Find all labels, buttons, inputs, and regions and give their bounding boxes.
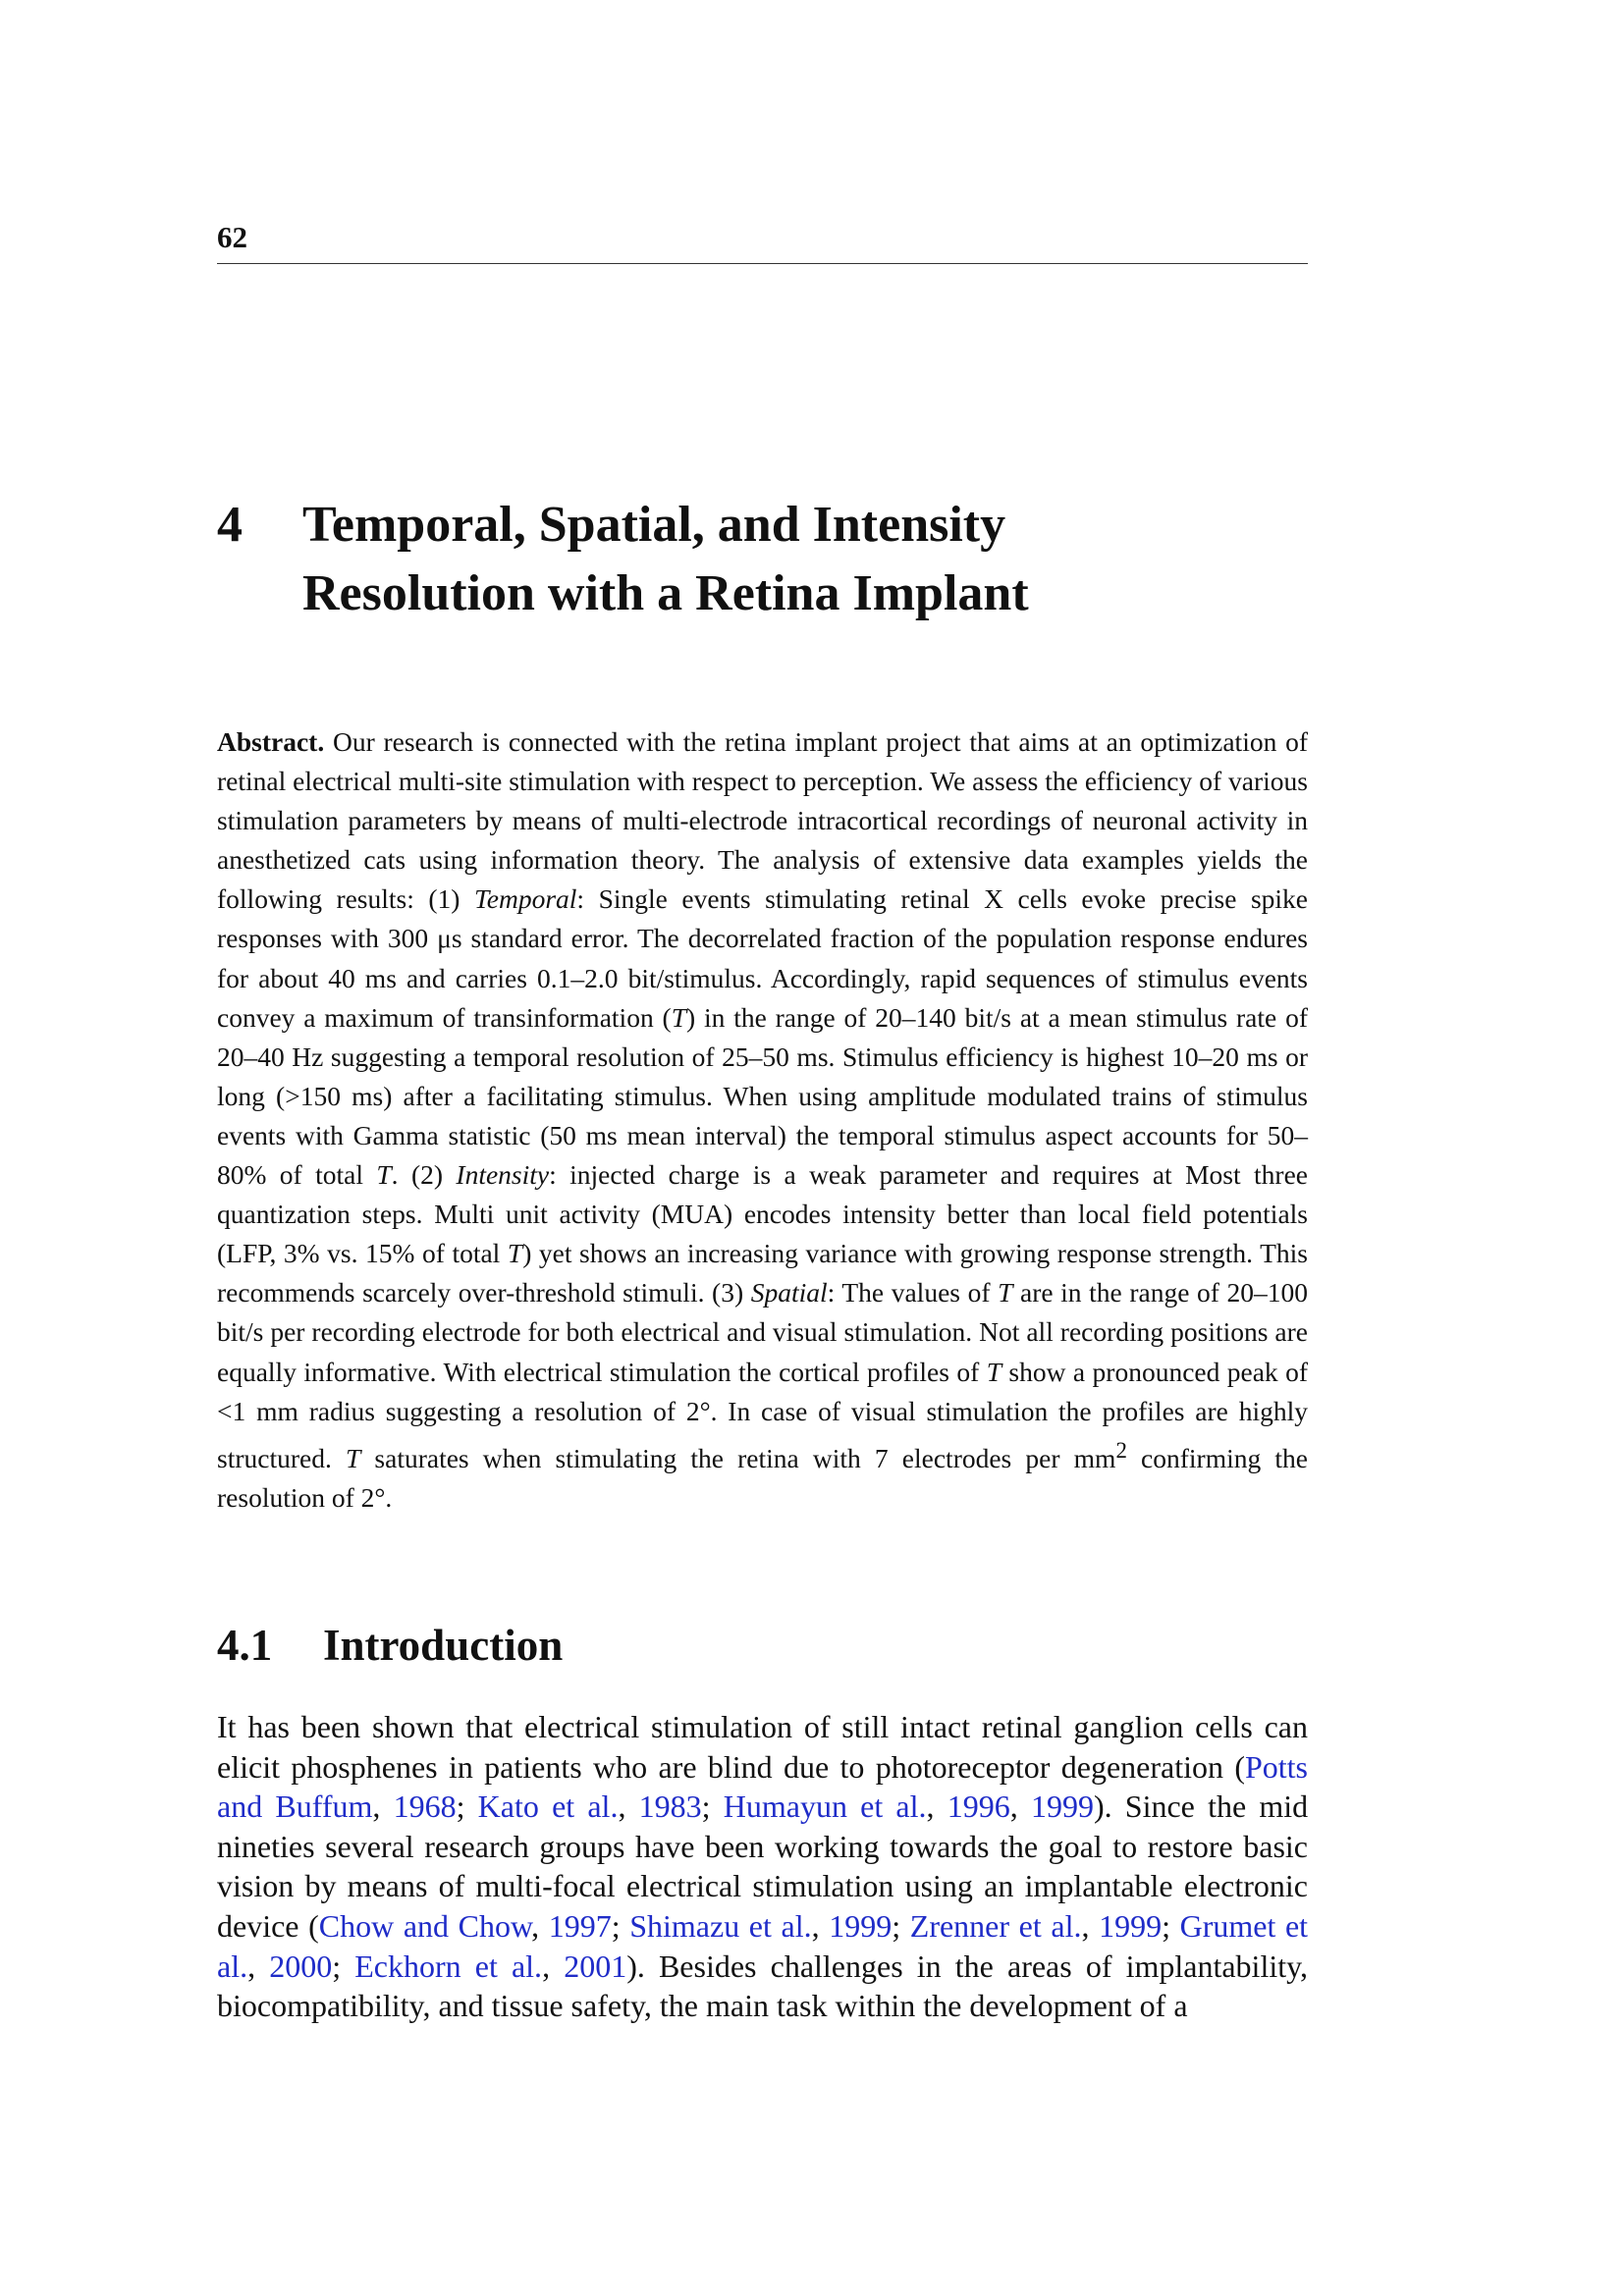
abstract-text: : The values of [827,1277,999,1308]
chapter-title-line-2: Resolution with a Retina Implant [302,565,1029,621]
abstract-text: : Single events stimulating retinal X cells evoke precise spike responses with 300 μs standard error. The decorrelated fraction of the population response endures for about 40 ms and carries 0.1–2.0 bit/stimulus. Accordingly, rapid sequences of stimulus events convey a maximum of transinformation ( [217,883,1309,1033]
abstract-text: are in the range of 20–100 bit/s per recording electrode for both electrical and visual stimulation. Not all recording positions are equally informative. With electrical stimulation the cortical profiles of [217,1277,1308,1387]
abstract-text: . (2) [391,1159,457,1191]
intro-text: , [247,1948,270,1984]
abstract-term-intensity: Intensity [456,1159,550,1191]
abstract-symbol-t: T [507,1238,523,1269]
abstract-symbol-t: T [671,1001,686,1033]
abstract-term-temporal: Temporal [473,883,577,915]
abstract-symbol-t: T [345,1442,361,1473]
citation-link[interactable]: Potts and Buffum [217,1748,1308,1825]
abstract-symbol-t: T [376,1159,392,1191]
chapter-number: 4 [217,497,243,553]
intro-text: ; [611,1907,630,1944]
citation-link[interactable]: Zrenner et al. [909,1907,1082,1944]
intro-text: ; [701,1789,724,1825]
intro-text: , [372,1789,394,1825]
page-number: 62 [217,220,247,254]
citation-link[interactable]: 1999 [829,1907,893,1944]
section-heading [217,1616,1308,1675]
intro-text: , [1081,1907,1100,1944]
citation-link[interactable]: 1997 [548,1907,612,1944]
abstract-label: Abstract. [217,726,325,757]
intro-text: ). Since the mid nineties several research groups have been working towards the goal to restore basic vision by means of multi-focal electrical stimulation using an implantable electronic device ( [217,1789,1309,1944]
citation-link[interactable]: Humayun et al. [723,1789,927,1825]
citation-link[interactable]: 1999 [1099,1907,1163,1944]
chapter-title-line-1: Temporal, Spatial, and Intensity [302,497,1006,553]
section-number: 4.1 [217,1621,273,1670]
abstract-text: ) in the range of 20–140 bit/s at a mean stimulus rate of 20–40 Hz suggesting a temporal resolution of 25–50 ms. Stimulus efficiency is highest 10–20 ms or long (>150 ms) after a facilitating stimulus. When using amplitude modulated trains of stimulus events with Gamma statistic (50 ms mean interval) the temporal stimulus aspect accounts for 50–80% of total [217,1001,1308,1191]
intro-text: ; [1162,1907,1180,1944]
intro-text: It has been shown that electrical stimulation of still intact retinal ganglion cells can elicit phosphenes in patients who are blind due to photoreceptor degeneration ( [217,1709,1308,1785]
chapter-title-text [302,491,1029,628]
abstract-symbol-t: T [986,1356,1002,1387]
citation-link[interactable]: 1983 [638,1789,702,1825]
abstract-text: saturates when stimulating the retina with 7 electrodes per mm [360,1442,1116,1473]
citation-link[interactable]: Chow and Chow [318,1907,532,1944]
abstract-symbol-t: T [998,1277,1013,1308]
intro-text: , [1009,1789,1031,1825]
intro-text: , [811,1907,830,1944]
citation-link[interactable]: Grumet et al. [217,1907,1309,1984]
introduction-paragraph [217,1707,1308,2026]
citation-link[interactable]: 1996 [947,1789,1010,1825]
abstract-text: confirming the resolution of 2°. [217,1442,1308,1513]
citation-link[interactable]: 1999 [1030,1789,1094,1825]
citation-link[interactable]: 1968 [393,1789,457,1825]
citation-link[interactable]: 2000 [269,1948,333,1984]
section-title: Introduction [323,1621,564,1670]
intro-text: , [531,1907,549,1944]
intro-text: , [542,1948,565,1984]
intro-text: ; [456,1789,478,1825]
intro-text: ; [892,1907,910,1944]
intro-text: , [618,1789,639,1825]
citation-link[interactable]: Shimazu et al. [629,1907,812,1944]
abstract-text: show a pronounced peak of <1 mm radius suggesting a resolution of 2°. In case of visual stimulation the profiles are highly structured. [217,1356,1309,1473]
abstract-text: Our research is connected with the retina implant project that aims at an optimization of retinal electrical multi-site stimulation with respect to perception. We assess the efficiency of various stimulation parameters by means of multi-electrode intracortical recordings of neuronal activity in anesthetized cats using information theory. The analysis of extensive data examples yields the following results: (1) [217,726,1308,915]
citation-link[interactable]: Eckhorn et al. [354,1948,543,1984]
abstract [217,722,1308,1518]
header-rule [217,263,1308,264]
abstract-text: : injected charge is a weak parameter and requires at Most three quantization steps. Multi unit activity (MUA) encodes intensity better than local field potentials (LFP, 3% vs. 15% of total [217,1159,1308,1269]
abstract-text: ) yet shows an increasing variance with growing response strength. This recommends scarcely over-threshold stimuli. (3) [217,1238,1308,1308]
intro-text: , [926,1789,947,1825]
citation-link[interactable]: Kato et al. [477,1789,619,1825]
citation-link[interactable]: 2001 [564,1948,627,1984]
abstract-superscript: 2 [1115,1437,1127,1463]
intro-text: ). Besides challenges in the areas of implantability, biocompatibility, and tissue safety, the main task within the development of a [217,1948,1309,2024]
intro-text: ; [332,1948,355,1984]
abstract-term-spatial: Spatial [750,1277,828,1308]
